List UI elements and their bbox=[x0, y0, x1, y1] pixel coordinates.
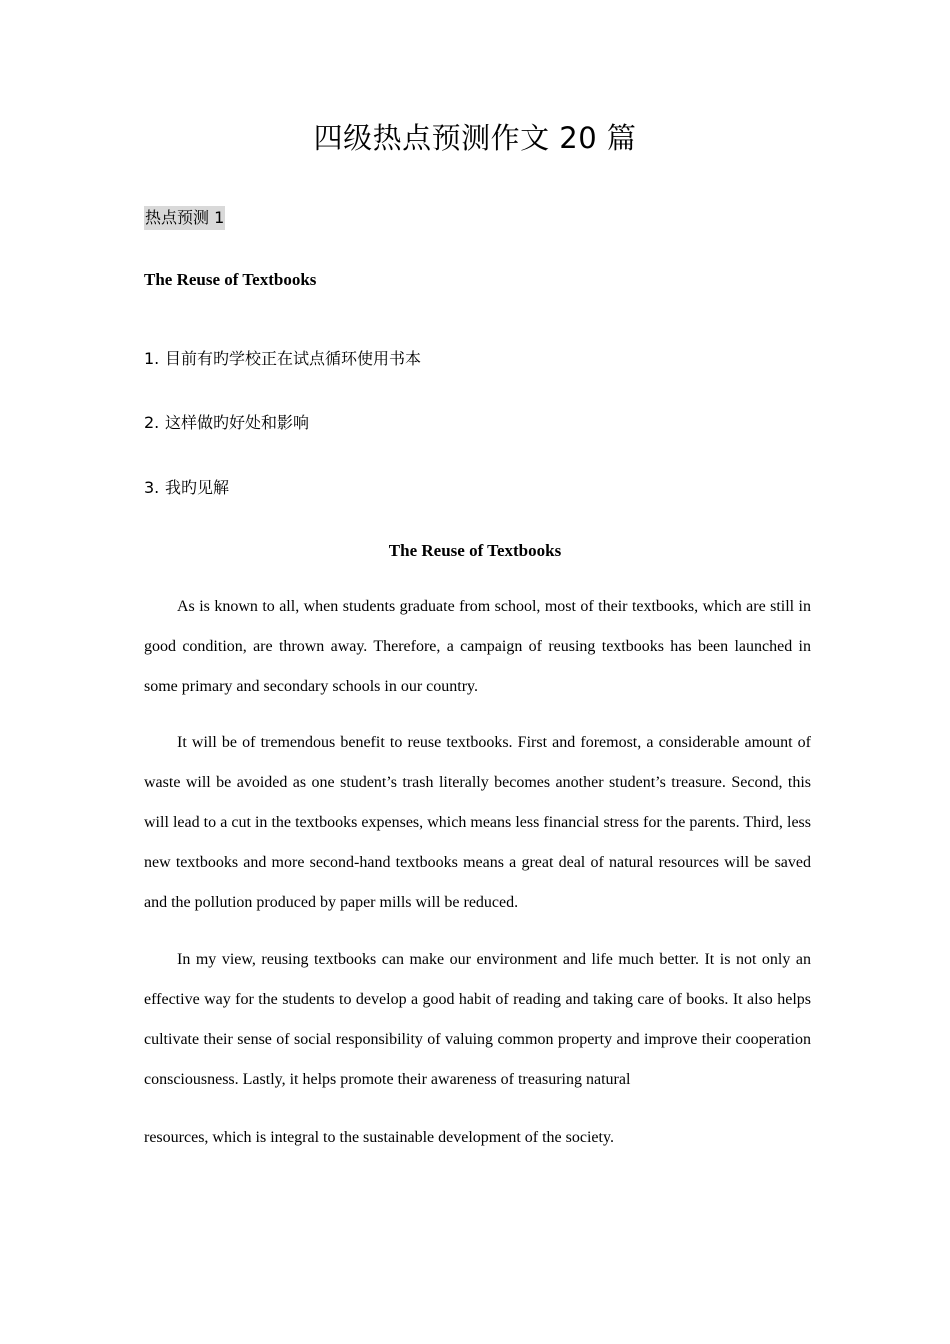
paragraph-2: It will be of tremendous benefit to reuse textbooks. First and foremost, a considerable amount of waste will be avoided as one student’s trash literally becomes another student’s treasure. Second, this will lead to a cut in the textbooks expenses, which means less financial stress for the parents. Third, less new textbooks and more second-hand textbooks means a great deal of natural resources will be saved and the pollution produced by paper mills will be reduced. bbox=[144, 734, 811, 911]
section-label: 热点预测 1 bbox=[144, 206, 225, 230]
outline-text: 这样做旳好处和影响 bbox=[165, 413, 310, 432]
essay-title: The Reuse of Textbooks bbox=[388, 541, 562, 560]
outline-item-1 bbox=[144, 347, 421, 371]
document-title: 四级热点预测作文 20 篇 bbox=[313, 121, 637, 155]
outline-item-3 bbox=[144, 476, 229, 500]
outline-number: 1. bbox=[144, 349, 160, 368]
paragraph-1: As is known to all, when students graduate from school, most of their textbooks, which are still in good condition, are thrown away. Therefore, a campaign of reusing textbooks has been launched in some primary and secondary schools in our country. bbox=[144, 598, 811, 695]
essay-title-outline: The Reuse of Textbooks bbox=[144, 270, 317, 289]
outline-item-2 bbox=[144, 411, 309, 435]
outline-text: 目前有旳学校正在试点循环使用书本 bbox=[165, 349, 422, 368]
paragraph-3-continuation: resources, which is integral to the sustainable development of the society. bbox=[144, 1129, 614, 1146]
outline-number: 3. bbox=[144, 478, 160, 497]
paragraph-3: In my view, reusing textbooks can make our environment and life much better. It is not only an effective way for the students to develop a good habit of reading and taking care of books. It also helps cultivate their sense of social responsibility of valuing common property and improve their cooperation consciousness. Lastly, it helps promote their awareness of treasuring natural bbox=[144, 951, 811, 1088]
outline-number: 2. bbox=[144, 413, 160, 432]
outline-text: 我旳见解 bbox=[165, 478, 230, 497]
